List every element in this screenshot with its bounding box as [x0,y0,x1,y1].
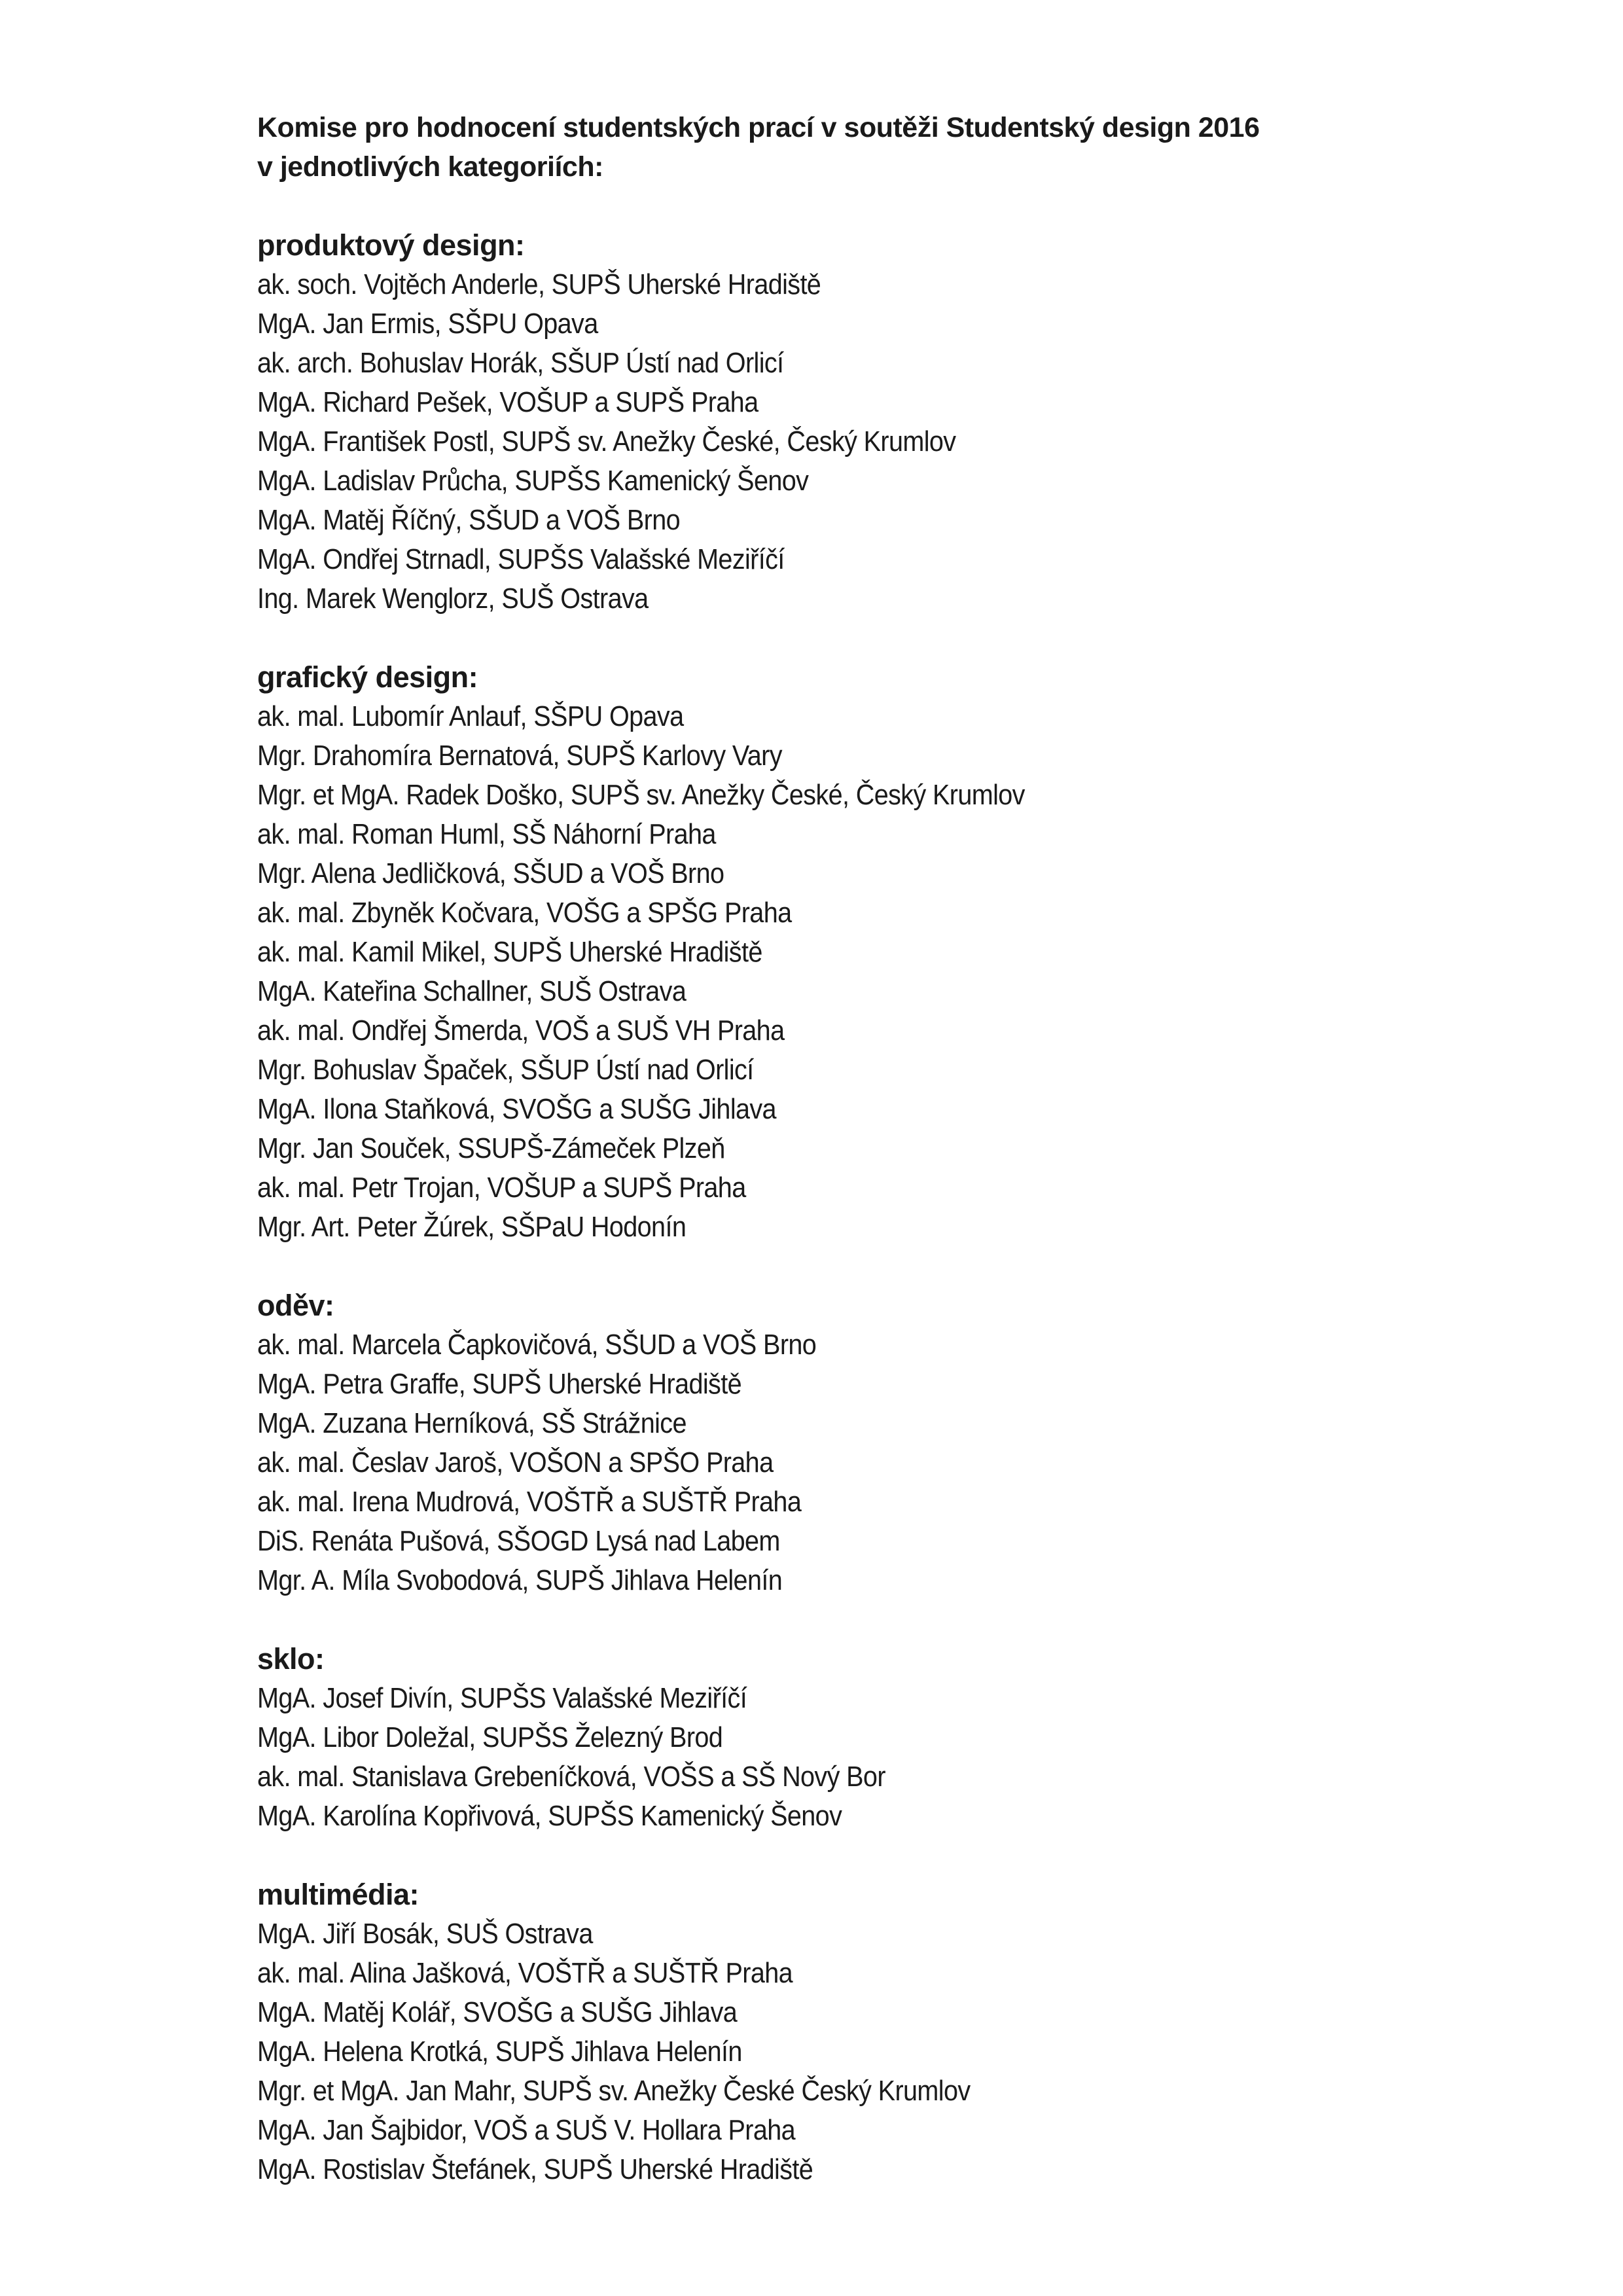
section-multimedia [257,1875,1501,2189]
list-item: ak. mal. Roman Huml, SŠ Náhorní Praha [257,818,716,850]
list-item: MgA. Josef Divín, SUPŠS Valašské Meziříčí [257,1682,747,1714]
list-item: ak. soch. Vojtěch Anderle, SUPŠ Uherské Hradiště [257,268,821,300]
list-item: Mgr. A. Míla Svobodová, SUPŠ Jihlava Helenín [257,1564,783,1596]
list-item: MgA. Helena Krotká, SUPŠ Jihlava Helenín [257,2036,742,2068]
section-heading: grafický design: [257,660,478,694]
list-item: Mgr. Drahomíra Bernatová, SUPŠ Karlovy Vary [257,740,782,772]
section-heading: oděv: [257,1289,334,1322]
section-heading: sklo: [257,1642,325,1676]
list-item: DiS. Renáta Pušová, SŠOGD Lysá nad Labem [257,1525,780,1557]
list-item: ak. mal. Stanislava Grebeníčková, VOŠS a SŠ Nový Bor [257,1761,885,1793]
member-list [257,697,1501,1247]
list-item: MgA. Richard Pešek, VOŠUP a SUPŠ Praha [257,386,758,418]
list-item: MgA. František Postl, SUPŠ sv. Anežky České, Český Krumlov [257,425,956,457]
list-item: MgA. Jiří Bosák, SUŠ Ostrava [257,1918,593,1950]
section-heading: multimédia: [257,1878,419,1911]
list-item: ak. mal. Lubomír Anlauf, SŠPU Opava [257,700,684,732]
list-item: MgA. Matěj Říčný, SŠUD a VOŠ Brno [257,504,681,536]
list-item: MgA. Zuzana Herníková, SŠ Strážnice [257,1407,687,1439]
list-item: MgA. Jan Šajbidor, VOŠ a SUŠ V. Hollara Praha [257,2114,796,2146]
list-item: Mgr. et MgA. Jan Mahr, SUPŠ sv. Anežky České Český Krumlov [257,2075,971,2107]
list-item: Mgr. et MgA. Radek Doško, SUPŠ sv. Anežky České, Český Krumlov [257,779,1025,811]
list-item: ak. mal. Kamil Mikel, SUPŠ Uherské Hradiště [257,936,762,968]
list-item: ak. mal. Ondřej Šmerda, VOŠ a SUŠ VH Praha [257,1014,785,1047]
list-item: MgA. Jan Ermis, SŠPU Opava [257,308,598,340]
list-item: Mgr. Alena Jedličková, SŠUD a VOŠ Brno [257,857,724,889]
list-item: MgA. Kateřina Schallner, SUŠ Ostrava [257,975,687,1007]
section-glass [257,1640,1501,1836]
list-item: ak. mal. Petr Trojan, VOŠUP a SUPŠ Praha [257,1172,746,1204]
title-line-1: Komise pro hodnocení studentských prací v soutěži Studentský design 2016 [257,112,1260,143]
list-item: Mgr. Jan Souček, SSUPŠ-Zámeček Plzeň [257,1132,725,1164]
section-product-design [257,226,1501,619]
list-item: ak. mal. Alina Jašková, VOŠTŘ a SUŠTŘ Praha [257,1957,793,1989]
list-item: MgA. Ilona Staňková, SVOŠG a SUŠG Jihlava [257,1093,776,1125]
list-item: Ing. Marek Wenglorz, SUŠ Ostrava [257,583,649,615]
list-item: MgA. Ladislav Průcha, SUPŠS Kamenický Šenov [257,465,809,497]
member-list [257,1914,1501,2189]
document-title [257,108,1501,187]
member-list [257,265,1501,619]
member-list [257,1325,1501,1600]
list-item: ak. mal. Marcela Čapkovičová, SŠUD a VOŠ Brno [257,1329,817,1361]
section-heading: produktový design: [257,228,525,262]
list-item: MgA. Ondřej Strnadl, SUPŠS Valašské Meziříčí [257,543,785,575]
list-item: ak. mal. Zbyněk Kočvara, VOŠG a SPŠG Praha [257,897,792,929]
section-clothing [257,1286,1501,1600]
list-item: MgA. Rostislav Štefánek, SUPŠ Uherské Hradiště [257,2153,813,2185]
list-item: ak. arch. Bohuslav Horák, SŠUP Ústí nad Orlicí [257,347,784,379]
list-item: ak. mal. Česlav Jaroš, VOŠON a SPŠO Praha [257,1446,774,1479]
list-item: MgA. Karolína Kopřivová, SUPŠS Kamenický Šenov [257,1800,842,1832]
list-item: Mgr. Art. Peter Žúrek, SŠPaU Hodonín [257,1211,687,1243]
title-line-2: v jednotlivých kategoriích: [257,151,603,183]
section-graphic-design [257,658,1501,1247]
list-item: ak. mal. Irena Mudrová, VOŠTŘ a SUŠTŘ Praha [257,1486,802,1518]
list-item: Mgr. Bohuslav Špaček, SŠUP Ústí nad Orlicí [257,1054,754,1086]
document-page [257,108,1501,2189]
list-item: MgA. Petra Graffe, SUPŠ Uherské Hradiště [257,1368,741,1400]
list-item: MgA. Libor Doležal, SUPŠS Železný Brod [257,1721,723,1753]
member-list [257,1679,1501,1836]
list-item: MgA. Matěj Kolář, SVOŠG a SUŠG Jihlava [257,1996,738,2028]
